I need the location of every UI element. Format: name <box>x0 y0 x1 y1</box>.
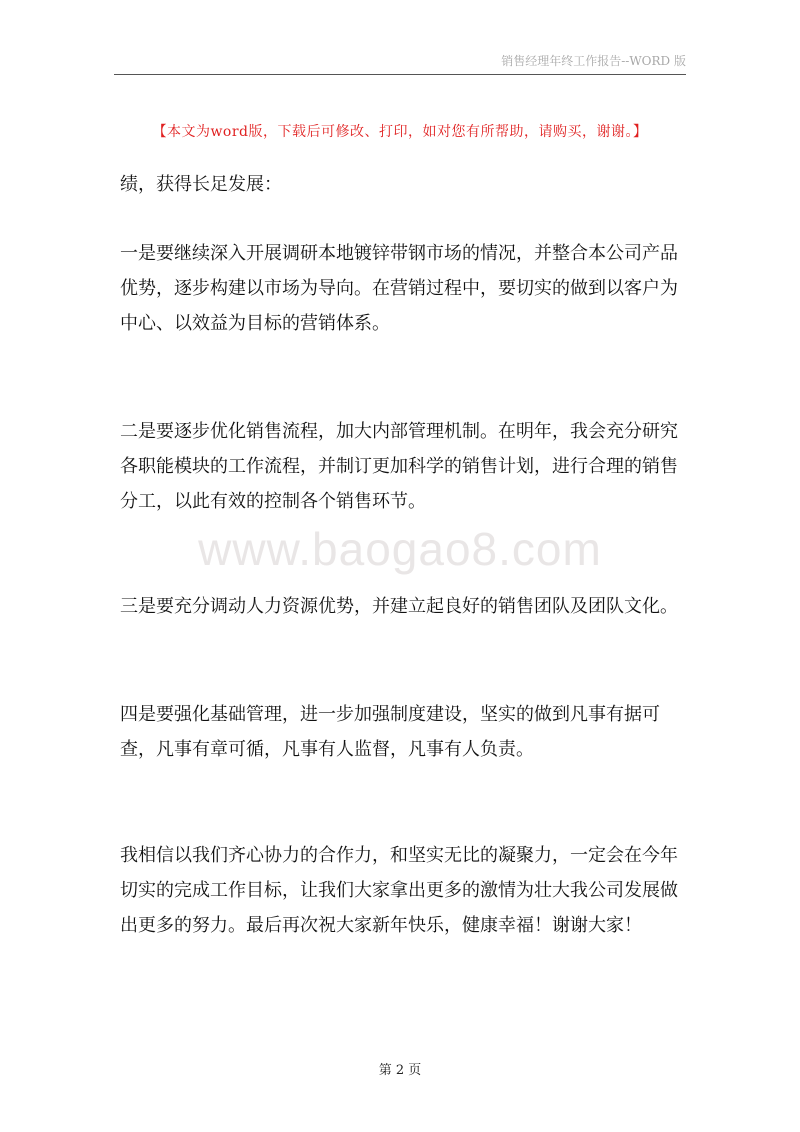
page-header-title: 销售经理年终工作报告--WORD 版 <box>501 54 686 68</box>
paragraph-point-three: 三是要充分调动人力资源优势，并建立起良好的销售团队及团队文化。 <box>120 596 678 617</box>
watermark: www.baogao8.com <box>198 523 602 575</box>
paragraph-point-four: 四是要强化基础管理，进一步加强制度建设，坚实的做到凡事有据可查，凡事有章可循，凡事有人监督，凡事有人负责。 <box>120 704 660 760</box>
header-divider <box>114 74 686 75</box>
paragraph-point-two: 二是要逐步优化销售流程，加大内部管理机制。在明年，我会充分研究各职能模块的工作流程，并制订更加科学的销售计划，进行合理的销售分工，以此有效的控制各个销售环节。 <box>120 421 678 512</box>
paragraph-closing: 我相信以我们齐心协力的合作力，和坚实无比的凝聚力，一定会在今年切实的完成工作目标，让我们大家拿出更多的激情为壮大我公司发展做出更多的努力。最后再次祝大家新年快乐，健康幸福！谢谢大家！ <box>120 845 678 936</box>
paragraph-intro: 绩，获得长足发展： <box>120 174 282 195</box>
paragraph-point-one: 一是要继续深入开展调研本地镀锌带钢市场的情况，并整合本公司产品优势，逐步构建以市场为导向。在营销过程中，要切实的做到以客户为中心、以效益为目标的营销体系。 <box>120 243 678 334</box>
page-number: 第 2 页 <box>378 1063 422 1078</box>
purchase-notice: 【本文为word版，下载后可修改、打印，如对您有所帮助，请购买，谢谢。】 <box>152 124 648 140</box>
